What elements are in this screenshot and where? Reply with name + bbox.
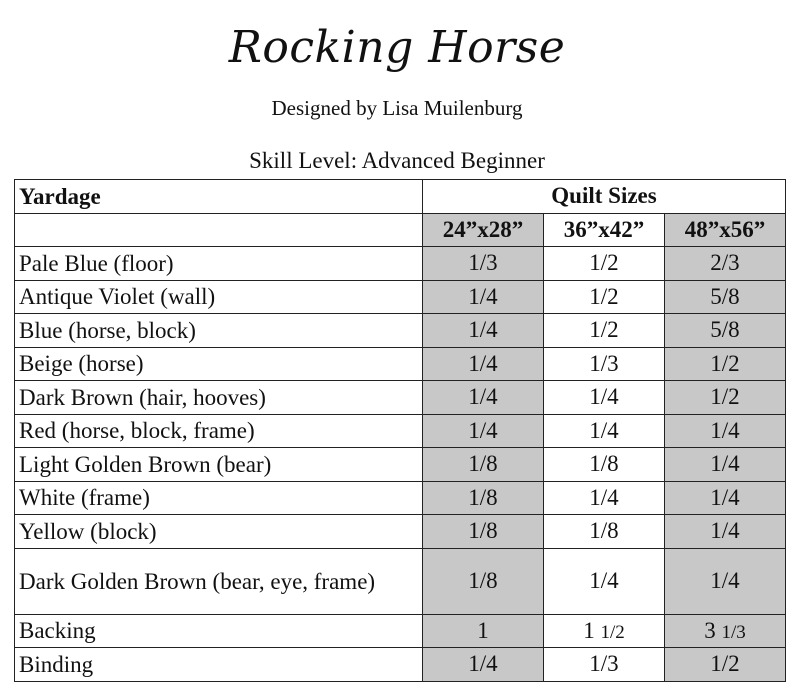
yardage-cell: 1/2	[544, 247, 665, 281]
quilt-sizes-header: Quilt Sizes	[423, 180, 786, 214]
sizes-row-blank	[15, 213, 423, 247]
fabric-label: White (frame)	[15, 481, 423, 515]
backing-label: Backing	[15, 614, 423, 648]
size-large: 48”x56”	[665, 213, 786, 247]
binding-label: Binding	[15, 648, 423, 682]
backing-whole: 3	[704, 617, 716, 643]
pattern-title: Rocking Horse	[228, 22, 566, 73]
fabric-label: Pale Blue (floor)	[15, 247, 423, 281]
yardage-cell: 1/4	[665, 481, 786, 515]
size-small: 24”x28”	[423, 213, 544, 247]
fabric-label: Red (horse, block, frame)	[15, 414, 423, 448]
yardage-cell: 1/8	[423, 515, 544, 549]
yardage-cell: 1/4	[423, 314, 544, 348]
yardage-cell: 2/3	[665, 247, 786, 281]
yardage-cell: 1/4	[423, 280, 544, 314]
sizes-row	[15, 213, 786, 247]
binding-cell: 1/4	[423, 648, 544, 682]
table-row	[15, 481, 786, 515]
yardage-cell: 1/8	[544, 515, 665, 549]
table-row	[15, 247, 786, 281]
binding-row	[15, 648, 786, 682]
table-row	[15, 548, 786, 614]
table-row	[15, 280, 786, 314]
backing-fraction: 1/2	[600, 621, 625, 643]
yardage-header: Yardage	[15, 180, 423, 214]
fabric-label: Yellow (block)	[15, 515, 423, 549]
yardage-cell: 1/4	[544, 381, 665, 415]
fabric-label: Dark Brown (hair, hooves)	[15, 381, 423, 415]
backing-whole: 1	[477, 617, 489, 643]
table-row	[15, 381, 786, 415]
designer-credit: Designed by Lisa Muilenburg	[271, 96, 523, 120]
yardage-cell: 1/2	[544, 314, 665, 348]
yardage-cell: 1/3	[544, 347, 665, 381]
table-row	[15, 347, 786, 381]
yardage-cell: 1/4	[423, 347, 544, 381]
backing-fraction: 1/3	[721, 621, 746, 643]
yardage-cell: 1/4	[423, 414, 544, 448]
yardage-cell: 1/4	[665, 448, 786, 482]
yardage-cell: 1/8	[544, 448, 665, 482]
yardage-table	[14, 179, 786, 682]
table-row	[15, 414, 786, 448]
yardage-cell: 1/4	[665, 414, 786, 448]
backing-row	[15, 614, 786, 648]
backing-cell	[544, 614, 665, 648]
yardage-cell: 1/4	[544, 548, 665, 614]
backing-cell	[665, 614, 786, 648]
fabric-label: Antique Violet (wall)	[15, 280, 423, 314]
fabric-label: Dark Golden Brown (bear, eye, frame)	[15, 548, 423, 614]
yardage-cell: 1/4	[544, 481, 665, 515]
binding-cell: 1/3	[544, 648, 665, 682]
yardage-cell: 1/2	[544, 280, 665, 314]
fabric-label: Beige (horse)	[15, 347, 423, 381]
table-row	[15, 515, 786, 549]
table-row	[15, 448, 786, 482]
yardage-cell: 1/8	[423, 481, 544, 515]
yardage-cell: 1/4	[544, 414, 665, 448]
table-row	[15, 314, 786, 348]
skill-level: Skill Level: Advanced Beginner	[249, 148, 545, 173]
yardage-cell: 1/2	[665, 381, 786, 415]
fabric-label: Blue (horse, block)	[15, 314, 423, 348]
size-medium: 36”x42”	[544, 213, 665, 247]
yardage-cell: 5/8	[665, 280, 786, 314]
yardage-cell: 1/8	[423, 548, 544, 614]
yardage-cell: 1/4	[665, 548, 786, 614]
yardage-cell: 1/3	[423, 247, 544, 281]
fabric-label: Light Golden Brown (bear)	[15, 448, 423, 482]
binding-cell: 1/2	[665, 648, 786, 682]
yardage-cell: 1/2	[665, 347, 786, 381]
yardage-cell: 5/8	[665, 314, 786, 348]
backing-cell	[423, 614, 544, 648]
table-header-row	[15, 180, 786, 214]
yardage-cell: 1/4	[423, 381, 544, 415]
backing-whole: 1	[583, 617, 595, 643]
yardage-cell: 1/4	[665, 515, 786, 549]
yardage-cell: 1/8	[423, 448, 544, 482]
